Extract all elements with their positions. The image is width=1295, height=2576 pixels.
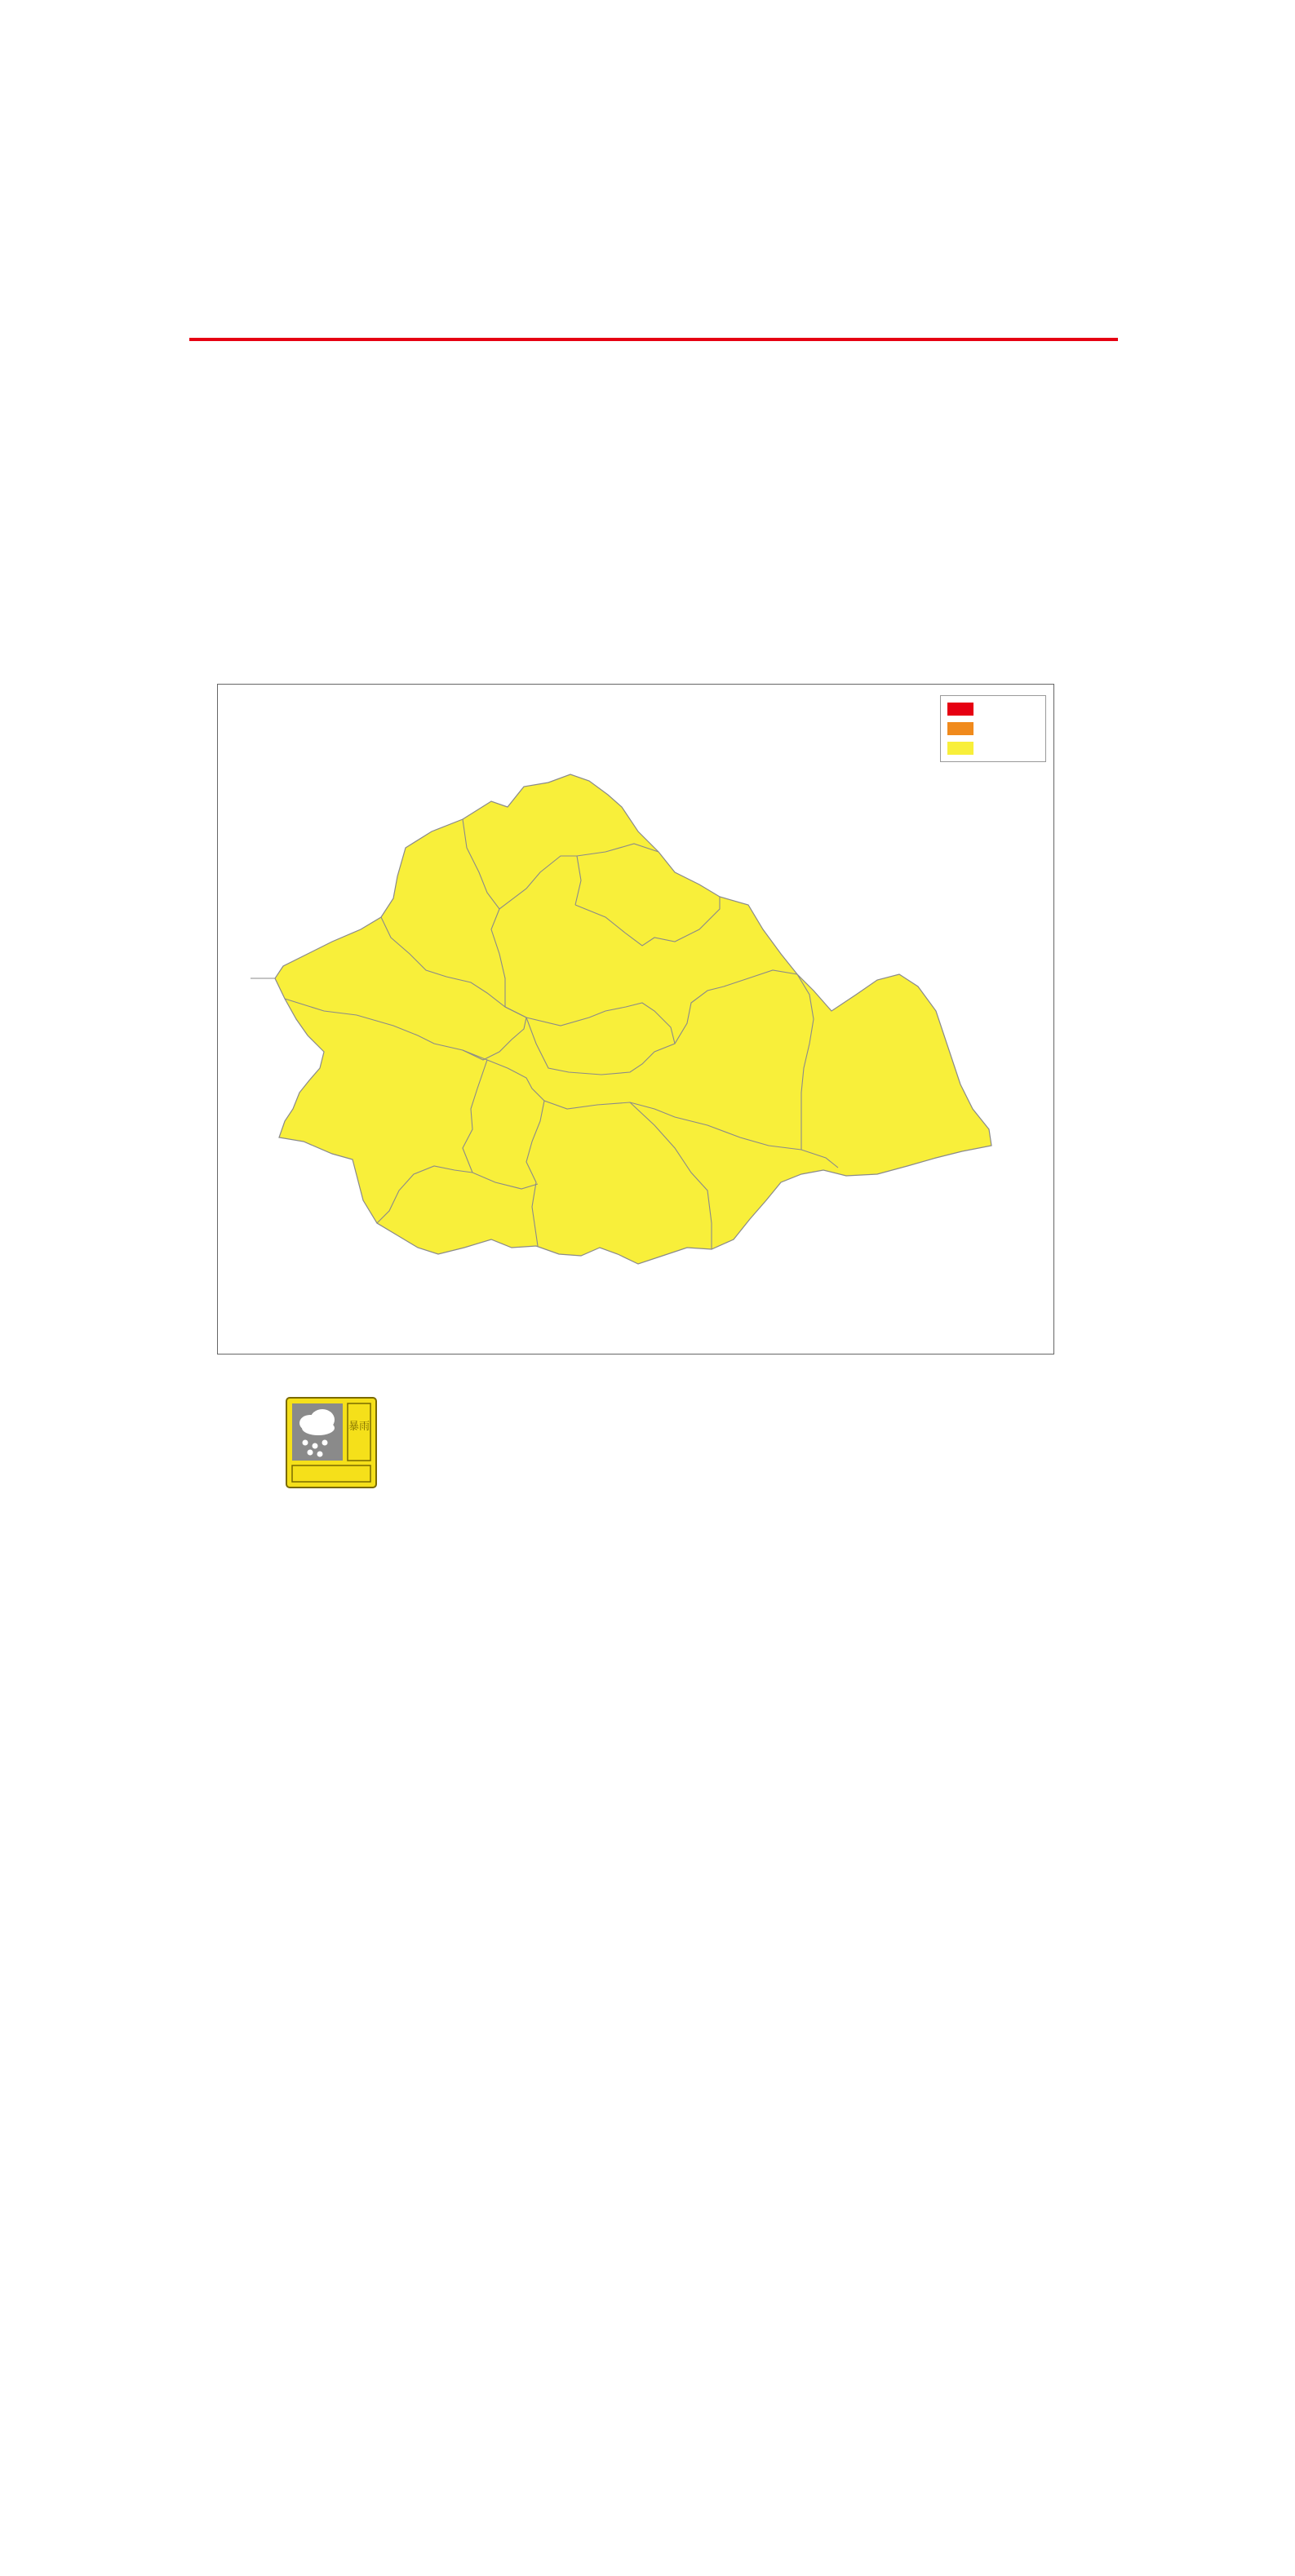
rainstorm-yellow-signal-icon [286,1397,377,1488]
legend-swatch-orange [947,722,973,735]
legend-item-red [941,699,1045,719]
legend-swatch-yellow [947,742,973,755]
icon-text-top: 暴雨 [348,1421,370,1433]
legend-swatch-red [947,703,973,716]
warning-map [217,684,1054,1355]
guanghan-region-shape [275,774,991,1264]
map-svg [218,685,1053,1354]
header-divider [189,338,1118,341]
legend-item-orange [941,719,1045,738]
legend-item-yellow [941,738,1045,758]
map-legend [940,695,1046,762]
